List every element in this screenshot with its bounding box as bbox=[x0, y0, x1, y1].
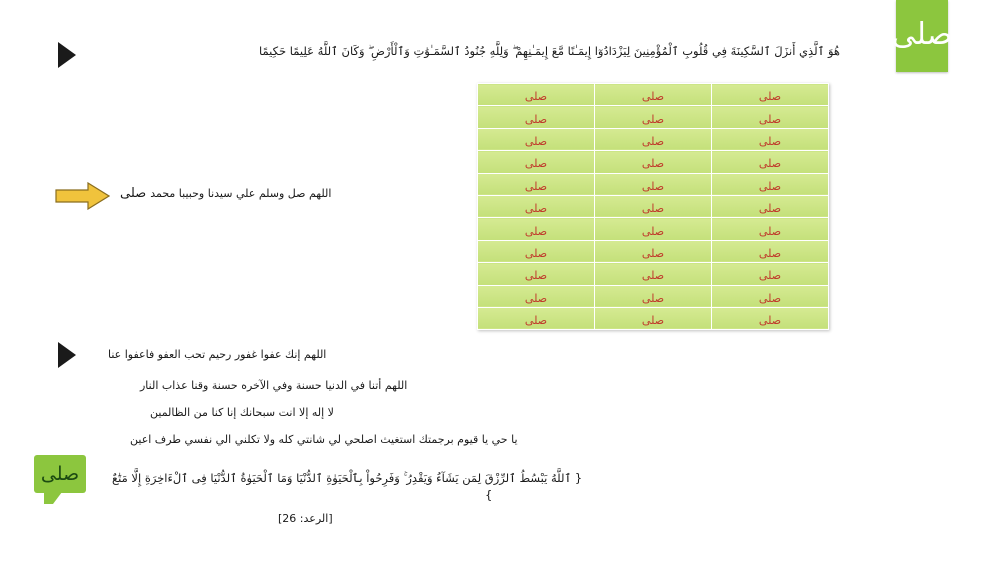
table-row[interactable] bbox=[478, 84, 829, 106]
seal-cell-icon: صلى bbox=[758, 291, 782, 305]
seal-cell-icon: صلى bbox=[758, 269, 782, 283]
seal-cell-icon: صلى bbox=[524, 224, 548, 238]
table-cell[interactable] bbox=[595, 195, 712, 217]
speech-bubble-tail-icon bbox=[44, 492, 62, 504]
table-cell[interactable] bbox=[478, 240, 595, 262]
table-cell[interactable] bbox=[478, 84, 595, 106]
seal-cell-icon: صلى bbox=[641, 246, 665, 260]
seal-cell-icon: صلى bbox=[758, 246, 782, 260]
salawat-line bbox=[120, 186, 331, 201]
seal-bubble-icon: صلى bbox=[40, 462, 80, 485]
seal-cell-icon: صلى bbox=[641, 269, 665, 283]
table-cell[interactable] bbox=[712, 173, 829, 195]
table-cell[interactable] bbox=[478, 106, 595, 128]
table-cell[interactable] bbox=[712, 106, 829, 128]
table-row[interactable] bbox=[478, 195, 829, 217]
salla-allahu-alayhi-wa-sallam-icon: صلى bbox=[891, 17, 953, 52]
table-cell[interactable] bbox=[595, 240, 712, 262]
table-cell[interactable] bbox=[595, 173, 712, 195]
seal-cell-icon: صلى bbox=[758, 179, 782, 193]
table-row[interactable] bbox=[478, 240, 829, 262]
triangle-bullet-icon bbox=[58, 42, 76, 68]
table-cell[interactable] bbox=[712, 128, 829, 150]
table-cell[interactable] bbox=[478, 218, 595, 240]
block-arrow-icon bbox=[55, 182, 110, 210]
table-cell[interactable] bbox=[712, 84, 829, 106]
table-cell[interactable] bbox=[595, 106, 712, 128]
table-cell[interactable] bbox=[478, 173, 595, 195]
seal-cell-icon: صلى bbox=[641, 112, 665, 126]
seal-cell-icon: صلى bbox=[524, 90, 548, 104]
seal-cell-icon: صلى bbox=[758, 157, 782, 171]
table-row[interactable] bbox=[478, 263, 829, 285]
seal-badge bbox=[891, 0, 953, 72]
seal-cell-icon: صلى bbox=[524, 202, 548, 216]
seal-cell-icon: صلى bbox=[758, 90, 782, 104]
seal-cell-icon: صلى bbox=[758, 134, 782, 148]
seal-cell-icon: صلى bbox=[524, 112, 548, 126]
table-cell[interactable] bbox=[478, 195, 595, 217]
table-cell[interactable] bbox=[478, 263, 595, 285]
table-cell[interactable] bbox=[478, 307, 595, 329]
table-cell[interactable] bbox=[595, 218, 712, 240]
salawat-seal-icon: صلى bbox=[120, 186, 147, 201]
table-row[interactable] bbox=[478, 151, 829, 173]
seal-cell-icon: صلى bbox=[524, 291, 548, 305]
triangle-bullet-icon bbox=[58, 342, 76, 368]
salawat-text: اللهم صل وسلم علي سيدنا وحبيبا محمد bbox=[150, 187, 332, 200]
seal-cell-icon: صلى bbox=[641, 291, 665, 305]
seal-cell-icon: صلى bbox=[641, 202, 665, 216]
table-row[interactable] bbox=[478, 218, 829, 240]
table-cell[interactable] bbox=[595, 285, 712, 307]
list-item: يا حي يا قيوم برجمتك استغيث اصلحي لي شانتي كله ولا تكلني الي نفسي طرف اعين bbox=[130, 433, 518, 446]
seal-cell-icon: صلى bbox=[641, 90, 665, 104]
top-verse-text: هُوَ ٱلَّذِي أَنزَلَ ٱلسَّكِينَةَ فِي قُلُوبِ ٱلْمُؤْمِنِينَ لِيَزْدَادُوٓا إِيمَـٰنًا مَّعَ إِيمَـٰنِهِمْ ۖ وَلِلَّهِ جُنُودُ ٱلسَّمَـٰوَٰتِ وَٱلْأَرْضِ ۖ وَكَانَ ٱللَّهُ عَلِيمًا حَكِيمًا bbox=[258, 44, 840, 58]
table-row[interactable] bbox=[478, 128, 829, 150]
seal-cell-icon: صلى bbox=[641, 157, 665, 171]
speech-bubble bbox=[34, 455, 86, 493]
table-cell[interactable] bbox=[595, 263, 712, 285]
table-cell[interactable] bbox=[712, 263, 829, 285]
seal-cell-icon: صلى bbox=[641, 314, 665, 328]
list-item: لا إله إلا انت سبحانك إنا كنا من الظالمين bbox=[150, 406, 334, 419]
tasbih-table-body bbox=[478, 84, 829, 330]
seal-cell-icon: صلى bbox=[758, 224, 782, 238]
list-item: اللهم إنك عفوا غفور رحيم تحب العفو فاعفوا عنا bbox=[108, 348, 327, 361]
seal-cell-icon: صلى bbox=[641, 179, 665, 193]
list-item: اللهم أتنا في الدنيا حسنة وفي الآخره حسنة وقنا عذاب النار bbox=[140, 379, 408, 392]
bottom-verse-text: { ٱللَّهُ يَبْسُطُ ٱلرِّزْقَ لِمَن يَشَآءُ وَيَقْدِرُ ۚ وَفَرِحُواْ بِٱلْحَيَوٰةِ ٱلدُّنْيَا وَمَا ٱلْحَيَوٰةُ ٱلدُّنْيَا فِى ٱلْءَاخِرَةِ إِلَّا مَتَٰعٌ bbox=[112, 471, 583, 485]
table-row[interactable] bbox=[478, 106, 829, 128]
seal-cell-icon: صلى bbox=[524, 246, 548, 260]
table-cell[interactable] bbox=[712, 307, 829, 329]
seal-cell-icon: صلى bbox=[641, 134, 665, 148]
table-cell[interactable] bbox=[712, 240, 829, 262]
table-row[interactable] bbox=[478, 307, 829, 329]
tasbih-counter-table[interactable] bbox=[477, 83, 829, 330]
table-cell[interactable] bbox=[595, 128, 712, 150]
seal-cell-icon: صلى bbox=[758, 314, 782, 328]
table-cell[interactable] bbox=[478, 285, 595, 307]
table-row[interactable] bbox=[478, 285, 829, 307]
seal-cell-icon: صلى bbox=[524, 157, 548, 171]
seal-cell-icon: صلى bbox=[758, 112, 782, 126]
seal-cell-icon: صلى bbox=[758, 202, 782, 216]
table-cell[interactable] bbox=[712, 218, 829, 240]
table-cell[interactable] bbox=[595, 307, 712, 329]
table-cell[interactable] bbox=[712, 151, 829, 173]
seal-cell-icon: صلى bbox=[524, 314, 548, 328]
table-cell[interactable] bbox=[478, 151, 595, 173]
table-cell[interactable] bbox=[595, 84, 712, 106]
table-cell[interactable] bbox=[478, 128, 595, 150]
seal-cell-icon: صلى bbox=[524, 179, 548, 193]
table-row[interactable] bbox=[478, 173, 829, 195]
seal-cell-icon: صلى bbox=[641, 224, 665, 238]
seal-cell-icon: صلى bbox=[524, 269, 548, 283]
table-cell[interactable] bbox=[712, 195, 829, 217]
table-cell[interactable] bbox=[712, 285, 829, 307]
verse-reference: [الرعد: 26] bbox=[278, 512, 333, 525]
bottom-verse-closing-brace: } bbox=[485, 488, 493, 502]
seal-cell-icon: صلى bbox=[524, 134, 548, 148]
table-cell[interactable] bbox=[595, 151, 712, 173]
